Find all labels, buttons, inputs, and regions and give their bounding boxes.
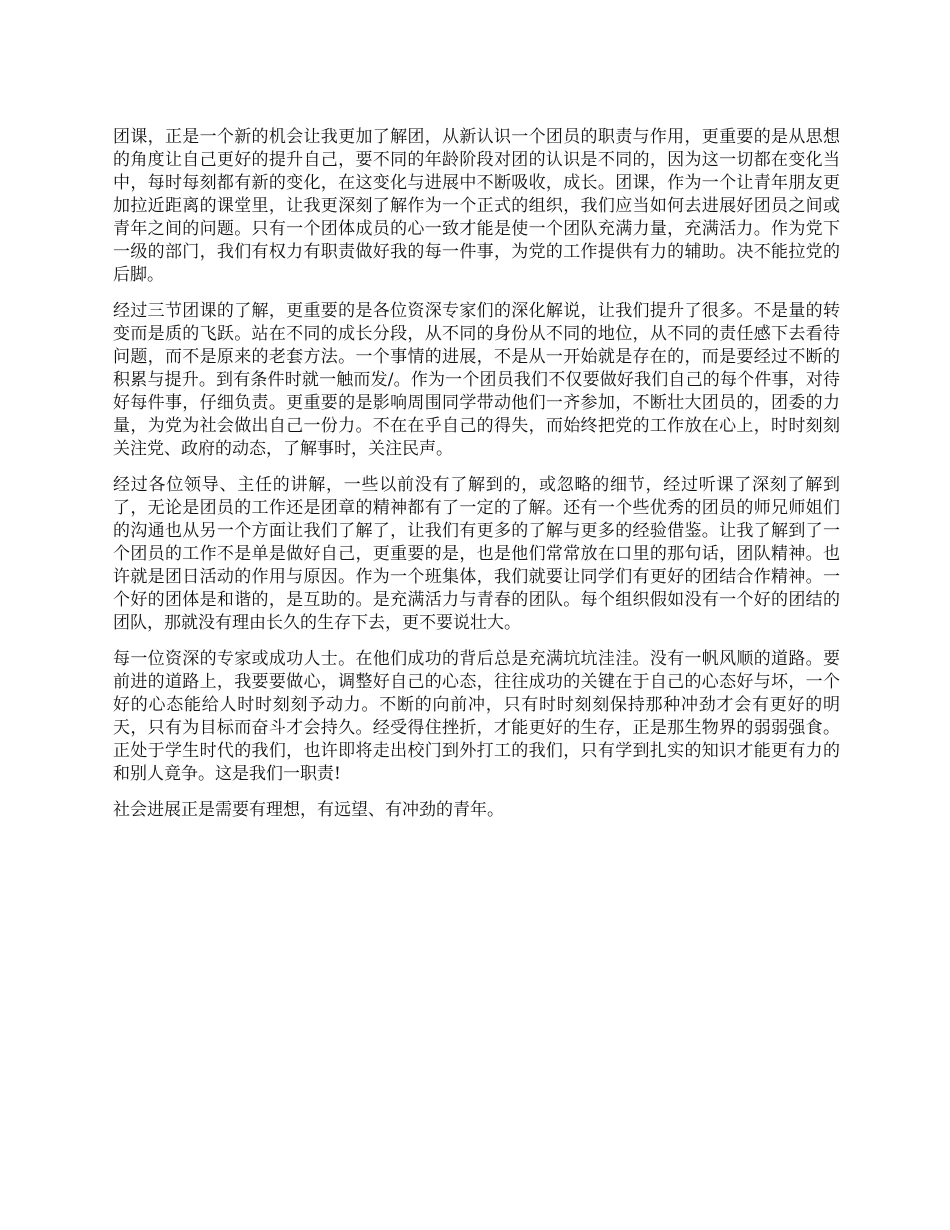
paragraph-5: 社会进展正是需要有理想，有远望、有冲劲的青年。: [113, 800, 504, 820]
paragraph-4: 每一位资深的专家或成功人士。在他们成功的背后总是充满坑坑洼洼。没有一帆风顺的道路。要前进的道路上，我要要做心，调整好自己的心态，往往成功的关键在于自己的心态好与坏，一个好的心态能给人时时刻刻予动力。不断的向前冲，只有时时刻刻保持那种冲劲才会有更好的明天，只有为目标而奋斗才会持久。经受得住挫折，才能更好的生存，正是那生物界的弱弱强食。正处于学生时代的我们，也许即将走出校门到外打工的我们，只有学到扎实的知识才能更有力的和别人竟争。这是我们一职责!: [113, 649, 840, 784]
document-page: [113, 126, 840, 835]
paragraph-1: 团课，正是一个新的机会让我更加了解团，从新认识一个团员的职责与作用，更重要的是从思想的角度让自己更好的提升自己，要不同的年龄阶段对团的认识是不同的，因为这一切都在变化当中，每时每刻都有新的变化，在这变化与进展中不断吸收，成长。团课，作为一个让青年朋友更加拉近距离的课堂里，让我更深刻了解作为一个正式的组织，我们应当如何去进展好团员之间或青年之间的问题。只有一个团体成员的心一致才能是使一个团队充满力量，充满活力。作为党下一级的部门，我们有权力有职责做好我的每一件事，为党的工作提供有力的辅助。决不能拉党的后脚。: [113, 127, 840, 285]
paragraph-3: 经过各位领导、主任的讲解，一些以前没有了解到的，或忽略的细节，经过听课了深刻了解到了，无论是团员的工作还是团章的精神都有了一定的了解。还有一个些优秀的团员的师兄师姐们的沟通也从另一个方面让我们了解了，让我们有更多的了解与更多的经验借鉴。让我了解到了一个团员的工作不是单是做好自己，更重要的是，也是他们常常放在口里的那句话，团队精神。也许就是团日活动的作用与原因。作为一个班集体，我们就要让同学们有更好的团结合作精神。一个好的团体是和谐的，是互助的。是充满活力与青春的团队。每个组织假如没有一个好的团结的团队，那就没有理由长久的生存下去，更不要说壮大。: [113, 475, 840, 633]
paragraph-2: 经过三节团课的了解，更重要的是各位资深专家们的深化解说，让我们提升了很多。不是量的转变而是质的飞跃。站在不同的成长分段，从不同的身份从不同的地位，从不同的责任感下去看待问题，而不是原来的老套方法。一个事情的进展，不是从一开始就是存在的，而是要经过不断的积累与提升。到有条件时就一触而发/。作为一个团员我们不仅要做好我们自己的每个件事，对待好每件事，仔细负责。更重要的是影响周围同学带动他们一齐参加，不断壮大团员的，团委的力量，为党为社会做出自己一份力。不在在乎自己的得失，而始终把党的工作放在心上，时时刻刻关注党、政府的动态，了解事时，关注民声。: [113, 301, 840, 459]
